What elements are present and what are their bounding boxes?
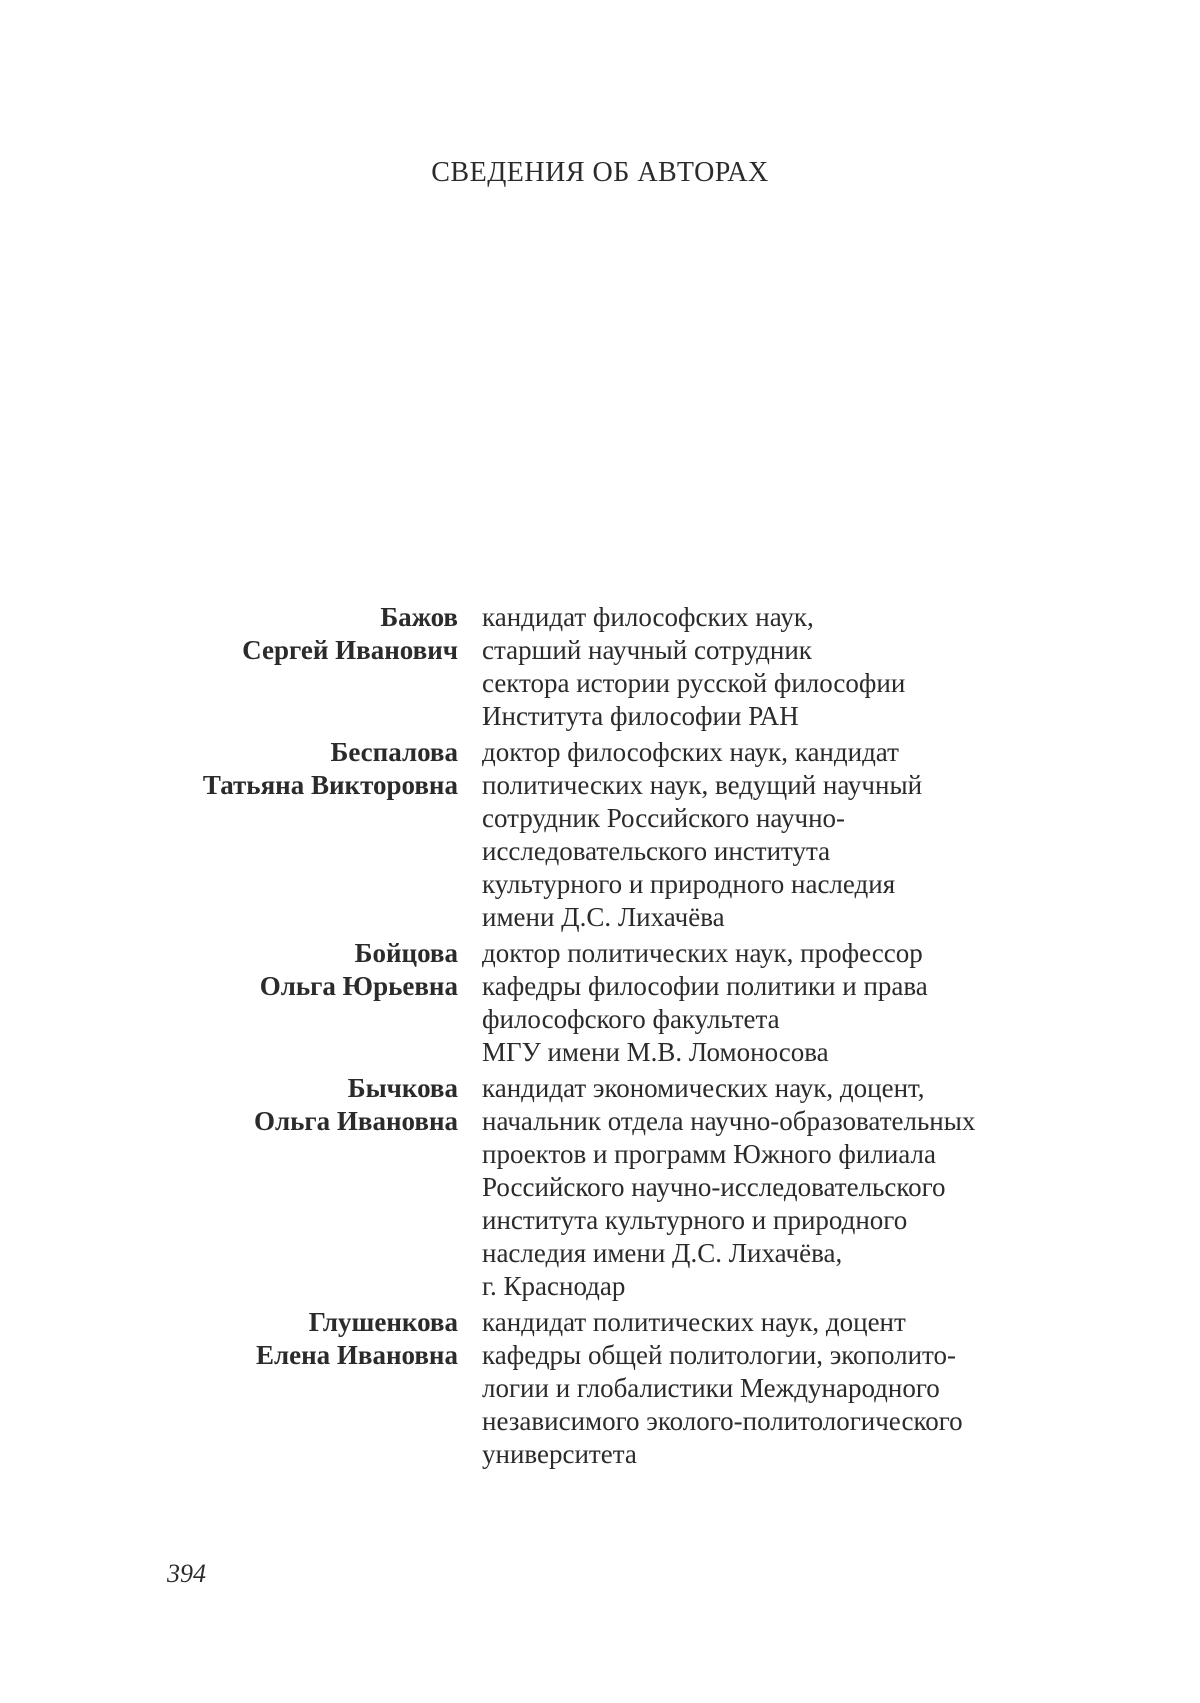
author-description: кандидат политических наук, доцент кафедры общей политологии, экополито- логии и глобалистики Международного независимого эколого-политологического университета: [482, 1307, 963, 1469]
author-description: кандидат экономических наук, доцент, начальник отдела научно-образовательных проектов и программ Южного филиала Российского научно-исследовательского института культурного и природного наследия имени Д.С. Лихачёва, г. Краснодар: [482, 1073, 976, 1301]
author-entry: [0, 1072, 1200, 1303]
author-name: Бойцова Ольга Юрьевна: [259, 938, 458, 1001]
author-entry: [0, 1306, 1200, 1471]
page-number: 394: [167, 1559, 206, 1588]
author-name: Бажов Сергей Иванович: [242, 602, 458, 665]
author-name: Бычкова Ольга Ивановна: [253, 1073, 458, 1136]
author-name: Глушенкова Елена Ивановна: [255, 1307, 458, 1370]
author-name: Беспалова Татьяна Викторовна: [202, 737, 458, 800]
author-description: доктор политических наук, профессор кафедры философии политики и права философского факультета МГУ имени М.В. Ломоносова: [482, 938, 928, 1067]
author-description: доктор философских наук, кандидат политических наук, ведущий научный сотрудник Российского научно- исследовательского института культурного и природного наследия имени Д.С. Лихачёва: [482, 737, 923, 932]
authors-list: [0, 601, 1200, 1474]
author-entry: [0, 937, 1200, 1069]
page-title: СВЕДЕНИЯ ОБ АВТОРАХ: [431, 157, 769, 188]
author-description: кандидат философских наук, старший научный сотрудник сектора истории русской философии Института философии РАН: [482, 602, 906, 731]
author-entry: [0, 601, 1200, 733]
author-entry: [0, 736, 1200, 934]
